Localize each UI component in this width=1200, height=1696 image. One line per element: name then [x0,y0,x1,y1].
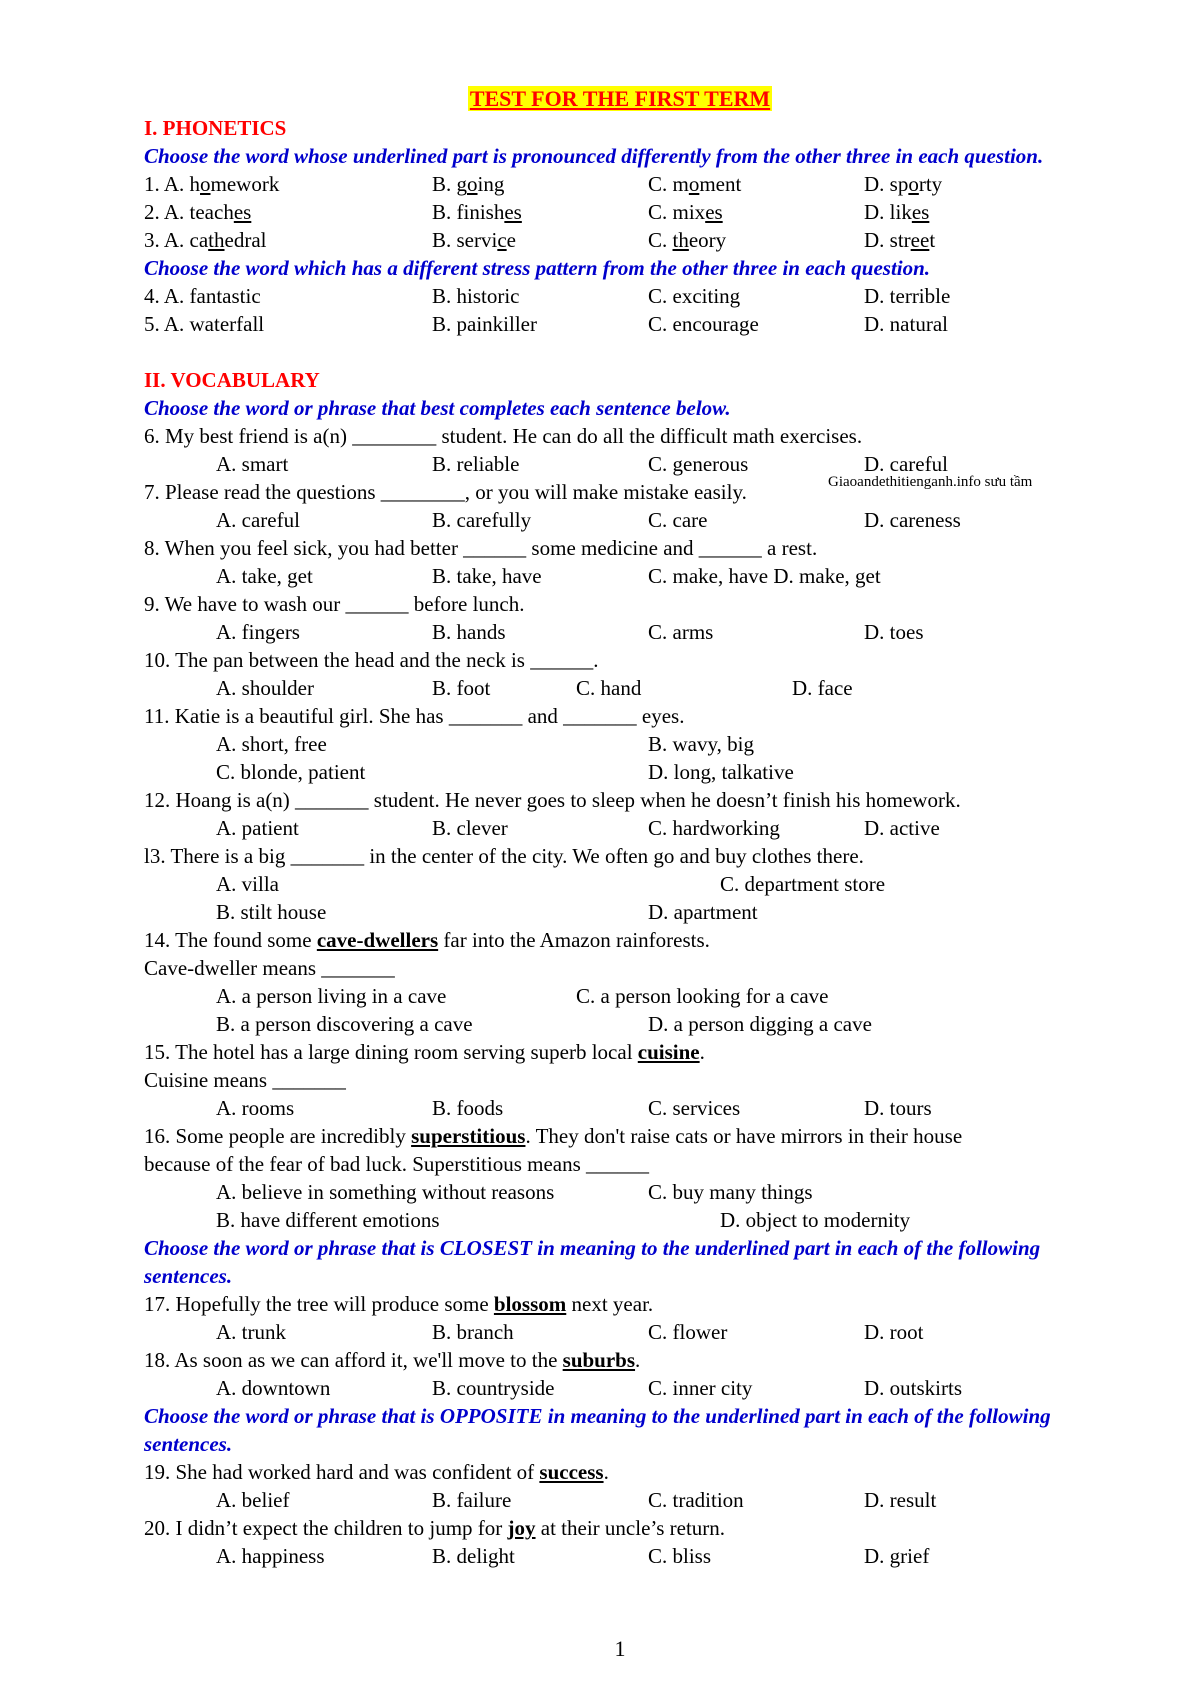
question-20-options: A. happiness B. delight C. bliss D. grief [216,1544,930,1568]
instruction-pronunciation: Choose the word whose underlined part is pronounced differently from the other three in each question. [144,144,1044,168]
question-16-prompt: because of the fear of bad luck. Superstitious means ______ [144,1152,650,1176]
question-16-stem: 16. Some people are incredibly superstitious. They don't raise cats or have mirrors in their house [144,1124,963,1148]
instruction-opposite: Choose the word or phrase that is OPPOSITE in meaning to the underlined part in each of the following sentences. [144,1404,1051,1456]
question-14-stem: 14. The found some cave-dwellers far into the Amazon rainforests. [144,928,710,952]
question-7-options: A. careful B. carefully C. care D. careness [216,508,961,532]
section-vocabulary-heading: II. VOCABULARY [144,368,320,392]
question-10-stem: 10. The pan between the head and the neck is ______. [144,648,599,672]
question-6-stem: 6. My best friend is a(n) ________ student. He can do all the difficult math exercises. [144,424,863,448]
question-5: 5. A. waterfall B. painkiller C. encourage D. natural [144,312,948,336]
question-8-stem: 8. When you feel sick, you had better ______ some medicine and ______ a rest. [144,536,818,560]
question-6-options: A. smart B. reliable C. generous D. careful [216,452,948,476]
question-2: 2. A. teaches B. finishes C. mixes D. likes [144,200,930,224]
question-13-options-row2: B. stilt house D. apartment [216,900,758,924]
instruction-complete: Choose the word or phrase that best completes each sentence below. [144,396,731,420]
question-19-stem: 19. She had worked hard and was confident of success. [144,1460,609,1484]
question-19-options: A. belief B. failure C. tradition D. result [216,1488,937,1512]
question-16-options-row2: B. have different emotions D. object to modernity [216,1208,911,1232]
question-9-options: A. fingers B. hands C. arms D. toes [216,620,924,644]
question-10-options: A. shoulder B. foot C. hand D. face [216,676,853,700]
instruction-stress: Choose the word which has a different stress pattern from the other three in each question. [144,256,931,280]
question-14-options-row1: A. a person living in a cave C. a person looking for a cave [216,984,829,1008]
instruction-closest: Choose the word or phrase that is CLOSEST in meaning to the underlined part in each of the following sentences. [144,1236,1041,1288]
question-18-options: A. downtown B. countryside C. inner city D. outskirts [216,1376,963,1400]
question-8-options: A. take, get B. take, have C. make, have D. make, get [216,564,881,588]
question-7-stem: 7. Please read the questions ________, or you will make mistake easily. [144,480,747,504]
question-13-stem: l3. There is a big _______ in the center of the city. We often go and buy clothes there. [144,844,864,868]
question-15-prompt: Cuisine means _______ [144,1068,346,1092]
question-11-options-row2: C. blonde, patient D. long, talkative [216,760,794,784]
question-3: 3. A. cathedral B. service C. theory D. street [144,228,936,252]
section-phonetics-heading: I. PHONETICS [144,116,287,140]
question-20-stem: 20. I didn’t expect the children to jump for joy at their uncle’s return. [144,1516,726,1540]
question-13-options-row1: A. villa C. department store [216,872,886,896]
question-11-stem: 11. Katie is a beautiful girl. She has _______ and _______ eyes. [144,704,685,728]
question-14-prompt: Cave-dweller means _______ [144,956,395,980]
test-title: TEST FOR THE FIRST TERM [469,86,771,111]
question-17-stem: 17. Hopefully the tree will produce some blossom next year. [144,1292,654,1316]
question-12-stem: 12. Hoang is a(n) _______ student. He never goes to sleep when he doesn’t finish his homework. [144,788,961,812]
test-content [144,114,1104,1570]
question-17-options: A. trunk B. branch C. flower D. root [216,1320,924,1344]
watermark-text: Giaoandethitienganh.info sưu tầm [828,474,1033,490]
question-9-stem: 9. We have to wash our ______ before lunch. [144,592,525,616]
question-11-options-row1: A. short, free B. wavy, big [216,732,754,756]
question-16-options-row1: A. believe in something without reasons C. buy many things [216,1180,813,1204]
question-15-options: A. rooms B. foods C. services D. tours [216,1096,932,1120]
question-18-stem: 18. As soon as we can afford it, we'll move to the suburbs. [144,1348,641,1372]
question-1: 1. A. homework B. going C. moment D. sporty [144,172,943,196]
question-14-options-row2: B. a person discovering a cave D. a person digging a cave [216,1012,872,1036]
question-12-options: A. patient B. clever C. hardworking D. active [216,816,940,840]
question-4: 4. A. fantastic B. historic C. exciting D. terrible [144,284,951,308]
question-15-stem: 15. The hotel has a large dining room serving superb local cuisine. [144,1040,705,1064]
page-number: 1 [614,1636,626,1661]
